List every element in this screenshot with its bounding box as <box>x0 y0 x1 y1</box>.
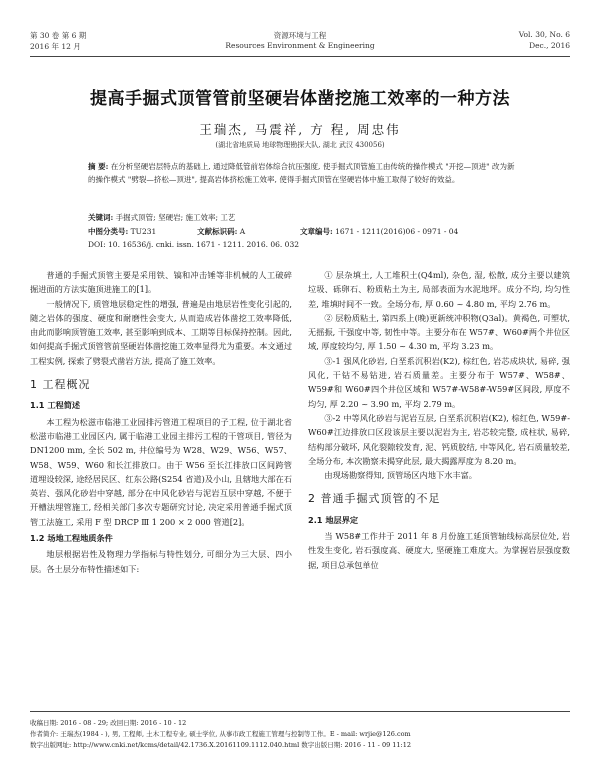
clc-label: 中图分类号: <box>88 227 129 236</box>
section-1-1-paragraph: 本工程为松滋市临港工业园排污管道工程项目的子工程, 位于湖北省松滋市临港工业园区内, 属于临港工业园主排污工程的干管项目, 管径为 DN1200 mm, 全长 502 m, 井位编号为 W28、W29、W56、W57、W58、W59、W60 和长江排放口。由于 W56 至长江排放口区间跨管道埋设较深, 途经居民区、红东公路(S254 省道)及小山, 且辖地大部在石英岩、强风化砂岩中穿越, 部分在中风化砂岩与泥岩互层中穿越, 不便于开槽法埋管施工, 经相关部门多次专题研究讨论, 决定采用普通手掘式顶管工法施工, 采用 F 型 DRCP Ⅲ 1 200 × 2 000 管道[2]。 <box>30 416 292 527</box>
right-column <box>308 268 570 572</box>
digital-publication: 数字出版网址: http://www.cnki.net/kcms/detail/42.1736.X.20161109.1112.040.html 数字出版日期: 2016 - 11 - 09 11:12 <box>30 741 412 749</box>
received-dates: 收稿日期: 2016 - 08 - 29; 改回日期: 2016 - 10 - 12 <box>30 719 187 727</box>
section-2-1-heading: 2.1 地层界定 <box>308 514 359 525</box>
layer-1-description: ① 层杂填土, 人工堆积土(Q4ml), 杂色, 湿, 松散, 成分主要以建筑垃圾、砾卵石、粉质粘土为主, 局部表面为水泥地坪。成分不均, 均匀性差, 堆填时间不一致。全场分布, 厚 0.60 ~ 4.80 m, 平均 2.76 m。 <box>308 270 570 309</box>
abstract-text: 在分析坚硬岩层特点的基础上, 通过降低管前岩体综合抗压强度, 使手掘式顶管施工由传统的操作模式 "开挖—顶进" 改为新的操作模式 "劈裂—挤松—顶进", 提高岩体挤松施工效率, 使得手掘式顶管在坚硬岩体中施工取得了较好的效益。 <box>88 162 515 184</box>
keywords <box>88 211 518 224</box>
header-journal-cn: 资源环境与工程 <box>273 31 327 40</box>
keywords-label: 关键词: <box>88 213 114 222</box>
section-1-heading: 1 工程概况 <box>30 378 91 392</box>
section-2-1-paragraph: 当 W58#工作井于 2011 年 8 月份施工延顶管轴线标高层位处, 岩性发生变化, 岩石强度高、硬度大, 坚硬施工难度大。为掌握岩层强度数据, 项目总承包单位 <box>308 531 570 570</box>
paper-title: 提高手掘式顶管管前坚硬岩体凿挖施工效率的一种方法 <box>90 89 510 109</box>
intro-paragraph-2: 一般情况下, 质管地层稳定性的增强, 普遍是由地层岩性变化引起的, 随之岩体的强度、硬度和耐磨性会变大, 从而造成岩体凿挖工效率降低, 由此而影响顶管施工效率, 甚至影响到成本、工期等目标保持控制。因此, 如何提高手掘式顶管管前坚硬岩体凿挖施工效率显得尤为重要。本文通过工程实例, 探索了劈裂式凿岩方法, 提高了施工效率。 <box>30 298 293 366</box>
keywords-text: 手掘式顶管; 坚硬岩; 施工效率; 工艺 <box>115 213 236 222</box>
layer-3-2-description: ③-2 中等风化砂岩与泥岩互层, 白垩系沉积岩(K2), 棕红色, W59#-W60#江边排放口区段该层主要以泥岩为主, 岩芯较完整, 成柱状, 易碎, 结构部分破坏, 风化裂隙较发育, 泥、钙质胶结, 中等风化, 岩石质量较差, 全场分布, 本次勘察未揭穿此层, 最大揭露厚度为 8.20 m。 <box>308 412 570 466</box>
journal-header <box>30 30 570 54</box>
section-1-2-heading: 1.2 场地工程地质条件 <box>30 533 113 544</box>
intro-paragraph-1: 普通的手掘式顶管主要是采用铁、镐和冲击锤等非机械的人工破碎掘进面的方法实施顶进施工的[1]。 <box>30 270 292 295</box>
header-journal-en: Resources Environment & Engineering <box>225 41 375 50</box>
groundwater-note: 由现场勘察得知, 顶管场区内地下水丰富。 <box>324 470 477 481</box>
clc-value: TU231 <box>130 227 157 236</box>
header-volume-cn: 第 30 卷 第 6 期 <box>30 31 87 40</box>
author-bio: 作者简介: 王瑞杰(1984 - ), 男, 工程师, 土木工程专业, 硕士学位, 从事市政工程施工管理与控制等工作。E - mail: wrjie@126.com <box>30 730 411 738</box>
article-number-label: 文章编号: <box>299 227 333 236</box>
header-date-cn: 2016 年 12 月 <box>30 42 81 51</box>
abstract-label: 摘 要: <box>88 162 109 171</box>
section-1-2-paragraph: 地层根据岩性及物理力学指标与特性划分, 可细分为三大层、四小层。各土层分布特性描述如下: <box>30 549 292 574</box>
affiliation: (湖北省地质局 地球物理勘探大队, 湖北 武汉 430056) <box>215 141 385 149</box>
doi: DOI: 10. 16536/j. cnki. issn. 1671 - 1211. 2016. 06. 032 <box>88 240 299 249</box>
author-list: 王瑞杰, 马震祥, 方 程, 周忠伟 <box>199 122 401 137</box>
doc-code-value: A <box>239 227 246 236</box>
section-1-1-heading: 1.1 工程简述 <box>30 400 81 411</box>
doc-code-label: 文献标识码: <box>197 227 238 236</box>
header-volume-en: Vol. 30, No. 6 <box>518 30 570 39</box>
article-number-value: 1671 - 1211(2016)06 - 0971 - 04 <box>335 227 459 236</box>
header-date-en: Dec., 2016 <box>529 41 570 50</box>
layer-3-1-description: ③-1 强风化砂岩, 白垩系沉积岩(K2), 棕红色, 岩芯成块状, 易碎, 强风化, 干钻不易钻进, 岩石质量差。主要分布于 W57#、W58#、W59#和 W60#四个井位区域和 W57#-W58#-W59#区间段, 厚度不均匀, 厚 2.20 ~ 3.90 m, 平均 2.79 m。 <box>308 355 570 409</box>
section-2-heading: 2 普通手掘式顶管的不足 <box>308 492 441 506</box>
abstract <box>88 160 518 186</box>
classification-line <box>88 226 458 238</box>
layer-2-description: ② 层粉质粘土, 第四系上(晚)更新统冲积物(Q3al)。黄褐色, 可塑状, 无摇振, 干强度中等, 韧性中等。主要分布在 W57#、W60#两个井位区域, 厚度较均匀, 厚 1.50 ~ 4.30 m, 平均 3.23 m。 <box>308 312 570 352</box>
left-column <box>30 268 292 576</box>
header-rule <box>30 56 570 57</box>
footnote <box>30 711 570 751</box>
